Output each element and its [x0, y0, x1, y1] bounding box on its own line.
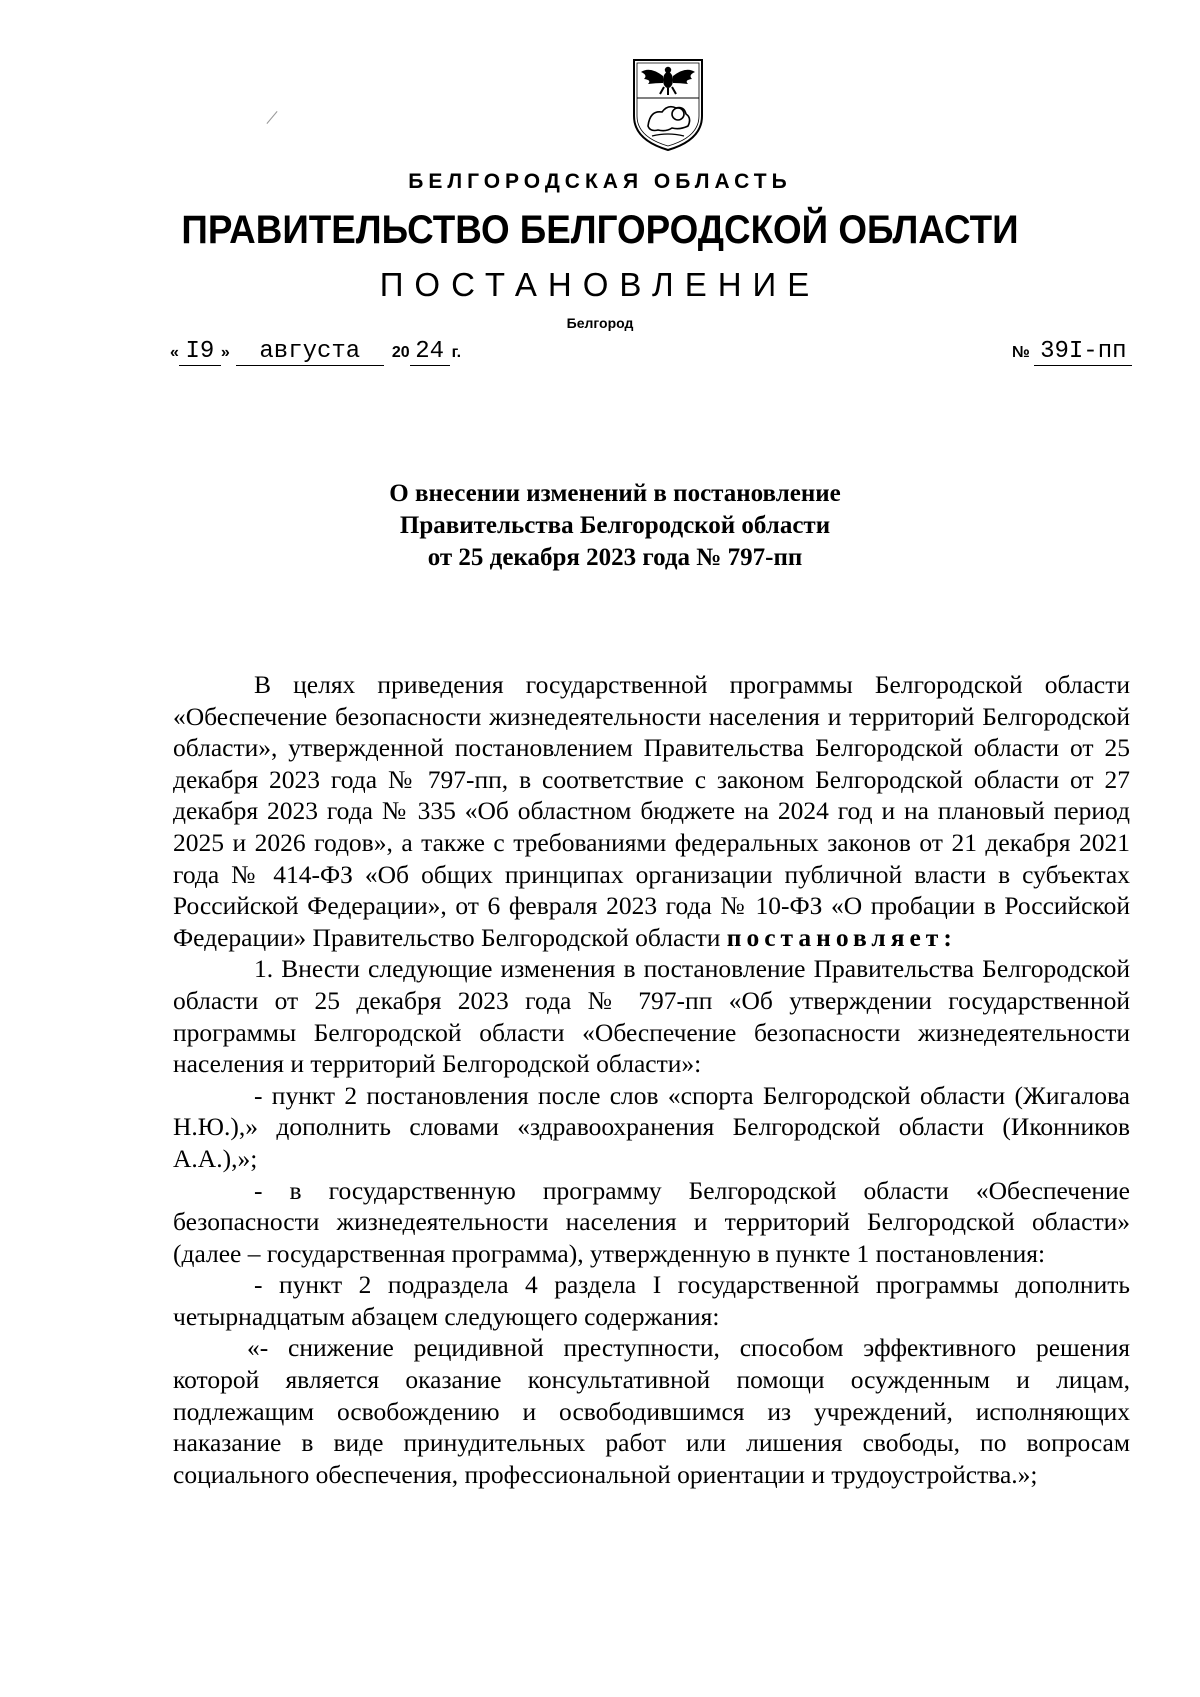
paragraph-amend-2: - в государственную программу Белгородской области «Обеспечение безопасности жизнедеятельности населения и территорий Белгородской области» (далее – государственная программа), утвержденную в пункте 1 постановления:: [173, 1175, 1130, 1268]
date-open-quote: «: [170, 344, 179, 361]
coat-of-arms-emblem: [628, 56, 708, 154]
date-day: I9: [179, 338, 221, 366]
region-heading: БЕЛГОРОДСКАЯ ОБЛАСТЬ: [408, 170, 792, 193]
government-heading: ПРАВИТЕЛЬСТВО БЕЛГОРОДСКОЙ ОБЛАСТИ: [181, 208, 1019, 252]
city-label: Белгород: [566, 315, 634, 331]
preamble-text: В целях приведения государственной программы Белгородской области «Обеспечение безопасности жизнедеятельности населения и территорий Белгородской области», утвержденной постановлением Правительства Белгородской области от 25 декабря 2023 года № 797-пп, в соответствие с законом Белгородской области от 27 декабря 2023 года № 335 «Об областном бюджете на 2024 год и на плановый период 2025 и 2026 годов», а также с требованиями федеральных законов от 21 декабря 2021 года № 414-ФЗ «Об общих принципах организации публичной власти в субъектах Российской Федерации», от 6 февраля 2023 года № 10-ФЗ «О пробации в Российской Федерации» Правительство Белгородской области: [173, 670, 1130, 952]
paragraph-amend-text: «- снижение рецидивной преступности, способом эффективного решения которой является оказание консультативной помощи осужденным и лицам, подлежащим освобождению и освободившимся из учреждений, исполняющих наказание в виде принудительных работ или лишения свободы, по вопросам социального обеспечения, профессиональной ориентации и трудоустройства.»;: [173, 1333, 1130, 1489]
date-month: августа: [236, 338, 384, 366]
paragraph-item-1: 1. Внести следующие изменения в постановление Правительства Белгородской области от 25 декабря 2023 года № 797-пп «Об утверждении государственной программы Белгородской области «Обеспечение безопасности жизнедеятельности населения и территорий Белгородской области»:: [173, 954, 1130, 1079]
date-year-suffix: 24: [410, 338, 450, 366]
title-line-1: О внесении изменений в постановление: [389, 480, 841, 507]
date-close-quote: »: [220, 344, 230, 361]
document-type-heading: ПОСТАНОВЛЕНИЕ: [379, 266, 821, 303]
document-body: [173, 669, 1130, 1490]
stray-pen-mark: [266, 111, 277, 124]
document-number-line: [1012, 338, 1132, 366]
resolve-word: постановляет:: [726, 922, 957, 952]
date-year-prefix: 20: [391, 344, 410, 361]
document-number: 39I-пп: [1034, 338, 1132, 366]
date-line: [170, 338, 461, 366]
date-year-abbr: г.: [451, 344, 462, 361]
title-line-2: Правительства Белгородской области: [399, 512, 831, 539]
paragraph-preamble: [173, 669, 1130, 953]
number-sign: №: [1012, 344, 1030, 361]
document-title: [0, 478, 1200, 574]
paragraph-amend-1: - пункт 2 постановления после слов «спорта Белгородской области (Жигалова Н.Ю.),» дополнить словами «здравоохранения Белгородской области (Иконников А.А.),»;: [173, 1080, 1130, 1173]
paragraph-amend-3: - пункт 2 подраздела 4 раздела I государственной программы дополнить четырнадцатым абзацем следующего содержания:: [173, 1270, 1130, 1331]
title-line-3: от 25 декабря 2023 года № 797-пп: [427, 544, 803, 571]
